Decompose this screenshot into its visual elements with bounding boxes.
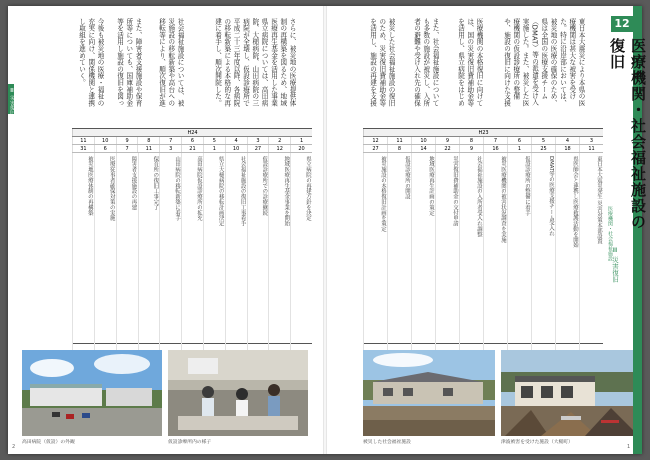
left-year-header [72,129,312,137]
month-cell: 12 [363,137,387,144]
left-page [8,6,323,454]
right-page [327,6,647,454]
document-spread [8,6,647,454]
day-row [363,145,603,153]
right-page-number: 1 [627,444,631,450]
month-cell: 1 [290,137,312,144]
day-cell: 27 [247,145,269,152]
chapter-title: 医療機関・社会福祉施設の復旧 [608,38,647,230]
timeline-entry: 県医師会と連携し医療救護活動を開始 [555,153,579,351]
damaged-facility-photo [363,350,495,436]
month-cell: 5 [203,137,225,144]
right-entry-cells [363,153,603,351]
month-cell: 10 [94,137,116,144]
right-timeline-table [363,128,603,344]
timeline-entry: 保育所の復旧工事完了 [138,153,160,351]
month-cell: 3 [579,137,603,144]
day-row [72,145,312,153]
month-cell: 7 [159,137,181,144]
timeline-entry: 仮設診療所の開設 [387,153,411,351]
day-cell: 6 [94,145,116,152]
day-cell: 8 [387,145,411,152]
timeline-entry: 地域医療再生基金事業を開始 [268,153,290,351]
month-cell: 9 [435,137,459,144]
timeline-entry: 県立大槌病院の移転計画決定 [203,153,225,351]
day-cell: 21 [181,145,203,152]
timeline-entry: 仮設診療所での診療継続 [247,153,269,351]
timeline-entry: 社会福祉施設の入所者受入れ調整 [459,153,483,351]
clinic-interior-photo [168,350,308,436]
day-cell: 16 [483,145,507,152]
day-cell: 9 [459,145,483,152]
month-cell: 4 [555,137,579,144]
timeline-entry: 東日本大震災発生 災害対策本部設置 [579,153,603,351]
day-cell: 3 [159,145,181,152]
right-year-label: H23 [363,129,603,136]
left-text-col-5: また、障害者支援施設や保育所等についても、国庫補助金等を活用し施設の復旧を図っ [116,18,142,107]
left-text-col-3: 平成二十三年度以降、各病院の移転新築による本格的な再建に着手し、順次開院した。 [214,18,240,107]
left-text-col-4: 社会福祉施設については、被災施設の移転新築や高台への移転等により、順次復旧が進 [158,18,184,107]
day-cell: 14 [411,145,435,152]
day-cell: 22 [435,145,459,152]
hospital-exterior-photo [22,350,162,436]
month-cell: 11 [387,137,411,144]
left-section-tag: Ⅲ 災害復旧 [9,88,15,116]
day-cell: 31 [72,145,94,152]
right-text-col-6: 被災した社会福祉施設の復旧のため、災害復旧費補助金等を活用し、施設の再建を支援 [369,18,395,107]
timeline-entry: 県立病院の再建方針を決定 [290,153,312,351]
timeline-entry: 被災医療機関の被害状況調査を実施 [483,153,507,351]
right-text-col-3: 実施した。また、被災した医療機関の仮設診療所の整備や、施設の復旧に向けた支援 [503,18,529,107]
caption-hospital-exterior: 高田病院（仮設）の外観 [22,440,75,445]
timeline-entry: 地域医療再生計画の策定 [411,153,435,351]
timeline-entry: 高田病院仮設診療所の拡充 [181,153,203,351]
timeline-entry: DMAT等の医療支援チーム受入れ [531,153,555,351]
day-cell: 27 [363,145,387,152]
day-cell: 11 [137,145,159,152]
day-cell: 12 [268,145,290,152]
month-cell: 11 [72,137,94,144]
month-cell: 6 [181,137,203,144]
month-cell: 6 [507,137,531,144]
caption-tsunami-damage: 津波被害を受けた施設（大槌町） [501,440,573,445]
left-month-row [72,137,312,145]
left-timeline-table [72,128,312,344]
left-text-col-6: 今後も被災地の医療・福祉の充実に向け、関係機関と連携し取組を進めていく。 [78,18,104,107]
left-year-label: H24 [72,129,312,136]
month-cell: 8 [459,137,483,144]
day-cell: 7 [116,145,138,152]
day-cell: 1 [203,145,225,152]
timeline-entry: 被災施設の本格復旧計画を策定 [363,153,387,351]
month-cell: 3 [247,137,269,144]
month-cell: 10 [411,137,435,144]
month-cell: 7 [483,137,507,144]
timeline-entry: 山田病院の移転新築に着手 [159,153,181,351]
month-cell: 5 [531,137,555,144]
chapter-section-tag: Ⅲ 災害復旧 [611,246,619,283]
left-text-col-2: 県立病院については、高田病院、大槌病院、山田病院の三病院が全壊し、仮設診療所で [242,18,268,107]
timeline-entry: 災害復旧費補助金の交付申請 [435,153,459,351]
day-cell: 10 [225,145,247,152]
right-year-header [363,129,603,137]
month-cell: 8 [137,137,159,144]
timeline-entry: 仮設診療所の整備に着手 [507,153,531,351]
chapter-number: 12 [611,16,633,32]
tsunami-damage-photo [501,350,633,436]
month-cell: 2 [268,137,290,144]
right-text-col-2: 被災地の医療の確保のため、県は全国の医療支援チーム（DMAT）等の派遣を受け入 [531,18,557,107]
caption-damaged-facility: 被災した社会福祉施設 [363,440,411,445]
left-text-col-1: さらに、被災地の医療提供体制の再構築を図るため、地域医療再生基金を活用した事業 [270,18,296,107]
month-cell: 4 [225,137,247,144]
right-text-col-1: 東日本大震災により本県の医療機関は甚大な被害を受けた。特に沿岸部においては、 [559,18,585,107]
day-cell: 11 [579,145,603,152]
timeline-entry: 障害者支援施設の再建 [116,153,138,351]
day-cell: 1 [507,145,531,152]
timeline-entry: 社会福祉施設の復旧工事着手 [225,153,247,351]
timeline-entry: 医療従事者確保対策の実施 [94,153,116,351]
day-cell: 18 [555,145,579,152]
day-cell: 20 [290,145,312,152]
left-entry-cells [72,153,312,351]
right-side-note: 医療機関・社会福祉施設 [607,206,613,261]
left-page-number: 2 [12,444,16,450]
right-month-row [363,137,603,145]
timeline-entry: 被災地医療体制の再構築 [72,153,94,351]
right-text-col-5: また、社会福祉施設についても多数の施設が被災し、入所者の避難や受け入れ先の確保 [413,18,439,107]
right-text-col-4: 医療機関の本格復旧に向けては、国の災害復旧費補助金等を活用し、県立病院をはじめ [457,18,483,107]
day-cell: 25 [531,145,555,152]
month-cell: 9 [116,137,138,144]
caption-clinic-interior: 仮設診療所内の様子 [168,440,212,445]
